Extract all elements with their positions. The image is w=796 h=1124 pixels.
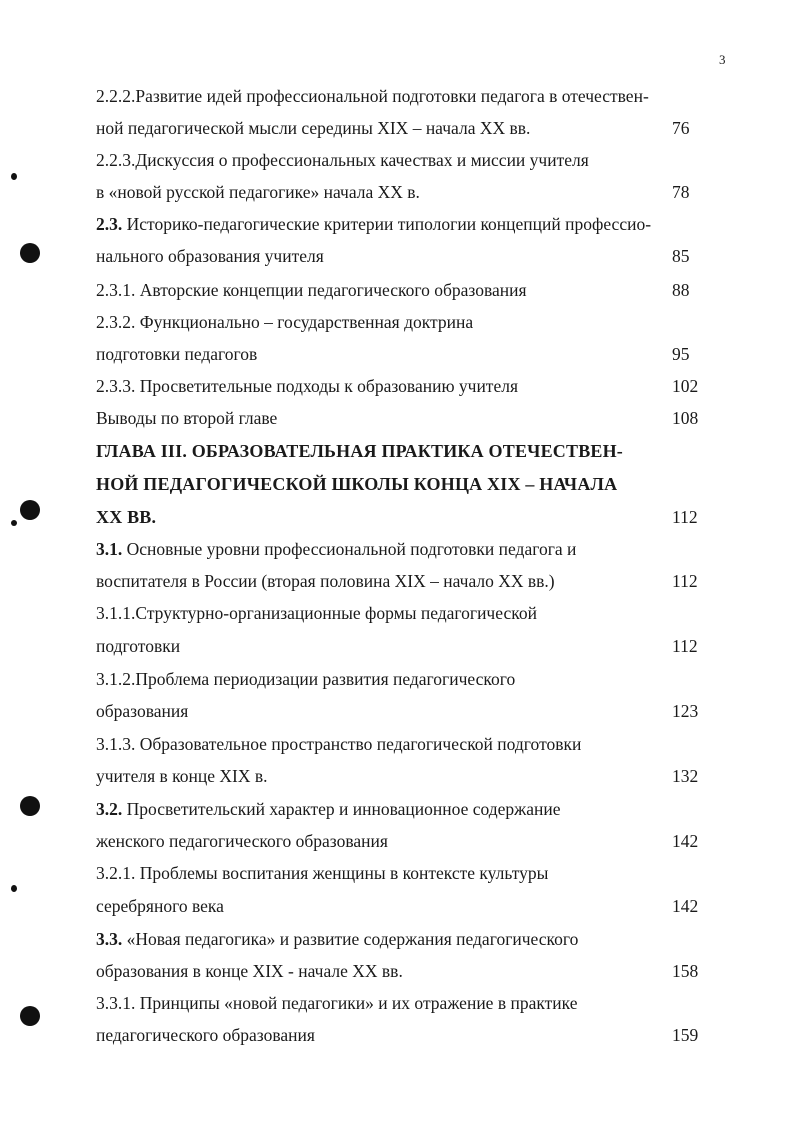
- toc-line: [96, 929, 702, 949]
- scan-dot-mark: [11, 520, 17, 526]
- toc-line: 3.1.1.Структурно-организационные формы педагогической: [96, 603, 537, 623]
- chapter-heading-line: НОЙ ПЕДАГОГИЧЕСКОЙ ШКОЛЫ КОНЦА XIX – НАЧАЛА: [96, 474, 618, 494]
- toc-page: 95: [672, 344, 690, 364]
- toc-line: подготовки: [96, 636, 181, 656]
- section-number: 2.3.: [96, 214, 123, 234]
- toc-line: ной педагогической мысли середины XIX – начала XX вв.: [96, 118, 531, 138]
- toc-line: образования в конце XIX - начале XX вв.: [96, 961, 403, 981]
- toc-page: 112: [672, 636, 698, 656]
- toc-line: подготовки педагогов: [96, 344, 258, 364]
- scan-dot-mark: [11, 173, 17, 180]
- toc-line: 3.1.3. Образовательное пространство педагогической подготовки: [96, 734, 582, 754]
- toc-line: [96, 799, 702, 819]
- toc-line: 2.2.3.Дискуссия о профессиональных качествах и миссии учителя: [96, 150, 589, 170]
- binder-hole-mark: [20, 243, 40, 263]
- scan-dot-mark: [11, 885, 17, 892]
- toc-page: 112: [672, 571, 698, 591]
- toc-page: 142: [672, 896, 699, 916]
- chapter-heading-line: XX ВВ.: [96, 507, 157, 527]
- toc-line: 2.3.3. Просветительные подходы к образованию учителя: [96, 376, 519, 396]
- toc-page: 108: [672, 408, 699, 428]
- toc-page: 123: [672, 701, 699, 721]
- toc-line: серебряного века: [96, 896, 224, 916]
- toc-line: 3.1.2.Проблема периодизации развития педагогического: [96, 669, 516, 689]
- toc-line: учителя в конце XIX в.: [96, 766, 268, 786]
- toc-line-text: Основные уровни профессиональной подготовки педагога и: [122, 539, 577, 559]
- toc-line: образования: [96, 701, 189, 721]
- binder-hole-mark: [20, 1006, 40, 1026]
- binder-hole-mark: [20, 796, 40, 816]
- toc-page: 112: [672, 507, 698, 527]
- toc-line: Выводы по второй главе: [96, 408, 278, 428]
- toc-line-text: Просветительский характер и инновационное содержание: [122, 799, 561, 819]
- toc-line: воспитателя в России (вторая половина XIX – начало XX вв.): [96, 571, 555, 591]
- section-number: 3.3.: [96, 929, 123, 949]
- toc-page: 158: [672, 961, 699, 981]
- toc-line: женского педагогического образования: [96, 831, 388, 851]
- toc-page: 159: [672, 1025, 699, 1045]
- binder-hole-mark: [20, 500, 40, 520]
- toc-line-text: Историко-педагогические критерии типологии концепций профессио-: [122, 214, 652, 234]
- section-number: 3.1.: [96, 539, 123, 559]
- toc-line: 2.3.1. Авторские концепции педагогического образования: [96, 280, 527, 300]
- toc-page: 132: [672, 766, 699, 786]
- toc-line: 3.3.1. Принципы «новой педагогики» и их отражение в практике: [96, 993, 578, 1013]
- page-number: 3: [719, 52, 726, 67]
- toc-page: 85: [672, 246, 690, 266]
- toc-page: 78: [672, 182, 690, 202]
- toc-line-text: «Новая педагогика» и развитие содержания педагогического: [122, 929, 579, 949]
- toc-line: 2.3.2. Функционально – государственная доктрина: [96, 312, 474, 332]
- toc-page: 142: [672, 831, 699, 851]
- toc-line: 3.2.1. Проблемы воспитания женщины в контексте культуры: [96, 863, 549, 883]
- section-number: 3.2.: [96, 799, 123, 819]
- toc-line: [96, 214, 702, 234]
- toc-line: 2.2.2.Развитие идей профессиональной подготовки педагога в отечествен-: [96, 86, 649, 106]
- chapter-heading-line: ГЛАВА III. ОБРАЗОВАТЕЛЬНАЯ ПРАКТИКА ОТЕЧЕСТВЕН-: [96, 441, 623, 461]
- toc-page: 102: [672, 376, 699, 396]
- toc-line: в «новой русской педагогике» начала XX в.: [96, 182, 420, 202]
- toc-page: 88: [672, 280, 690, 300]
- toc-line: нального образования учителя: [96, 246, 324, 266]
- toc-page: 76: [672, 118, 690, 138]
- toc-line: педагогического образования: [96, 1025, 315, 1045]
- toc-line: [96, 539, 702, 559]
